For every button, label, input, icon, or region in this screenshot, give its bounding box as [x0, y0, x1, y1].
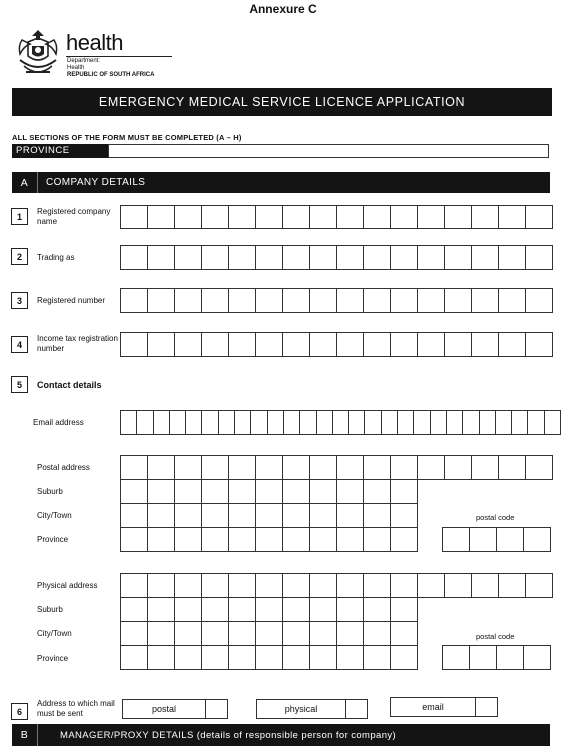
- physical-city-box[interactable]: [228, 621, 256, 646]
- physical-address-label: Physical address: [37, 581, 98, 590]
- physical-suburb-box[interactable]: [174, 597, 202, 622]
- income-tax-box[interactable]: [525, 332, 553, 357]
- physical-suburb-box[interactable]: [147, 597, 175, 622]
- registered-number-box[interactable]: [417, 288, 445, 313]
- company-name-box[interactable]: [309, 205, 337, 229]
- mail-option-email[interactable]: [390, 697, 498, 717]
- physical-province-box[interactable]: [363, 645, 391, 670]
- field-5-label: Contact details: [37, 380, 102, 390]
- postal-city-box[interactable]: [174, 503, 202, 528]
- postal-province-box[interactable]: [309, 527, 337, 552]
- physical-address-box[interactable]: [417, 573, 445, 598]
- postal-address-box[interactable]: [525, 455, 553, 480]
- registered-number-box[interactable]: [255, 288, 283, 313]
- physical-address-box[interactable]: [336, 573, 364, 598]
- postal-address-box[interactable]: [471, 455, 499, 480]
- physical-city-box[interactable]: [363, 621, 391, 646]
- email-box[interactable]: [381, 410, 398, 435]
- physical-city-box[interactable]: [174, 621, 202, 646]
- trading-as-box[interactable]: [174, 245, 202, 270]
- section-a-letter: A: [12, 172, 38, 193]
- registered-number-box[interactable]: [390, 288, 418, 313]
- registered-number-boxes[interactable]: [120, 288, 553, 313]
- physical-code-box[interactable]: [442, 645, 470, 670]
- postal-address-box[interactable]: [390, 455, 418, 480]
- registered-number-box[interactable]: [309, 288, 337, 313]
- postal-province-boxes[interactable]: [120, 527, 418, 552]
- company-name-box[interactable]: [417, 205, 445, 229]
- postal-province-box[interactable]: [147, 527, 175, 552]
- postal-address-box[interactable]: [498, 455, 526, 480]
- registered-number-box[interactable]: [174, 288, 202, 313]
- postal-address-box[interactable]: [147, 455, 175, 480]
- trading-as-box[interactable]: [282, 245, 310, 270]
- physical-address-box[interactable]: [363, 573, 391, 598]
- postal-city-box[interactable]: [201, 503, 229, 528]
- field-1-number: 1: [11, 208, 28, 225]
- physical-city-label: City/Town: [37, 629, 72, 638]
- section-a-title: COMPANY DETAILS: [46, 177, 146, 188]
- postal-address-box[interactable]: [309, 455, 337, 480]
- email-box[interactable]: [495, 410, 512, 435]
- mail-option-postal-checkbox[interactable]: [205, 700, 227, 718]
- company-name-box[interactable]: [174, 205, 202, 229]
- postal-city-box[interactable]: [309, 503, 337, 528]
- postal-address-box[interactable]: [363, 455, 391, 480]
- income-tax-box[interactable]: [390, 332, 418, 357]
- email-boxes[interactable]: [120, 410, 561, 435]
- income-tax-box[interactable]: [444, 332, 472, 357]
- field-2-label: Trading as: [37, 253, 75, 262]
- mail-option-email-checkbox[interactable]: [475, 698, 497, 716]
- postal-suburb-box[interactable]: [282, 479, 310, 504]
- postal-province-label: Province: [37, 535, 69, 544]
- physical-suburb-box[interactable]: [363, 597, 391, 622]
- company-name-box[interactable]: [120, 205, 148, 229]
- physical-province-box[interactable]: [390, 645, 418, 670]
- registered-number-box[interactable]: [201, 288, 229, 313]
- trading-as-box[interactable]: [525, 245, 553, 270]
- registered-number-box[interactable]: [282, 288, 310, 313]
- postal-province-box[interactable]: [363, 527, 391, 552]
- income-tax-box[interactable]: [120, 332, 148, 357]
- physical-province-box[interactable]: [282, 645, 310, 670]
- physical-city-boxes[interactable]: [120, 621, 418, 646]
- physical-suburb-box[interactable]: [309, 597, 337, 622]
- income-tax-box[interactable]: [228, 332, 256, 357]
- income-tax-box[interactable]: [147, 332, 175, 357]
- postal-code-box[interactable]: [442, 527, 470, 552]
- postal-city-box[interactable]: [336, 503, 364, 528]
- email-box[interactable]: [136, 410, 153, 435]
- trading-as-box[interactable]: [336, 245, 364, 270]
- trading-as-box[interactable]: [201, 245, 229, 270]
- physical-province-box[interactable]: [147, 645, 175, 670]
- physical-suburb-box[interactable]: [228, 597, 256, 622]
- mail-option-physical-label: physical: [284, 704, 318, 714]
- physical-address-box[interactable]: [525, 573, 553, 598]
- postal-province-box[interactable]: [336, 527, 364, 552]
- postal-suburb-box[interactable]: [336, 479, 364, 504]
- postal-city-box[interactable]: [282, 503, 310, 528]
- postal-suburb-box[interactable]: [228, 479, 256, 504]
- email-box[interactable]: [250, 410, 267, 435]
- postal-suburb-box[interactable]: [174, 479, 202, 504]
- postal-province-box[interactable]: [255, 527, 283, 552]
- physical-address-box[interactable]: [309, 573, 337, 598]
- postal-suburb-box[interactable]: [120, 479, 148, 504]
- email-box[interactable]: [120, 410, 137, 435]
- registered-number-box[interactable]: [363, 288, 391, 313]
- postal-province-box[interactable]: [282, 527, 310, 552]
- company-name-box[interactable]: [444, 205, 472, 229]
- company-name-box[interactable]: [390, 205, 418, 229]
- email-box[interactable]: [479, 410, 496, 435]
- postal-city-box[interactable]: [255, 503, 283, 528]
- email-box[interactable]: [153, 410, 170, 435]
- field-6-number: 6: [11, 703, 28, 720]
- company-name-box[interactable]: [228, 205, 256, 229]
- field-3-number: 3: [11, 292, 28, 309]
- mail-option-physical[interactable]: [256, 699, 368, 719]
- income-tax-box[interactable]: [471, 332, 499, 357]
- annex-title: Annexure C: [249, 2, 317, 16]
- section-b-letter: B: [12, 724, 38, 746]
- company-name-box[interactable]: [336, 205, 364, 229]
- department-text: [67, 58, 154, 79]
- postal-address-box[interactable]: [282, 455, 310, 480]
- field-2-number: 2: [11, 248, 28, 265]
- income-tax-box[interactable]: [255, 332, 283, 357]
- postal-code-box[interactable]: [523, 527, 551, 552]
- registered-number-box[interactable]: [525, 288, 553, 313]
- income-tax-boxes[interactable]: [120, 332, 553, 357]
- physical-address-boxes[interactable]: [120, 573, 553, 598]
- department-line-1: Department:: [67, 58, 101, 64]
- section-b-header: [12, 724, 550, 746]
- postal-address-box[interactable]: [417, 455, 445, 480]
- instructions-text: ALL SECTIONS OF THE FORM MUST BE COMPLETED (A – H): [12, 133, 242, 142]
- email-box[interactable]: [316, 410, 333, 435]
- postal-code-box[interactable]: [469, 527, 497, 552]
- field-4-number: 4: [11, 336, 28, 353]
- mail-option-email-label: email: [422, 702, 444, 712]
- company-name-box[interactable]: [471, 205, 499, 229]
- postal-city-label: City/Town: [37, 511, 72, 520]
- postal-address-box[interactable]: [336, 455, 364, 480]
- trading-as-box[interactable]: [363, 245, 391, 270]
- postal-city-box[interactable]: [363, 503, 391, 528]
- section-a-header: [12, 172, 550, 193]
- department-line-2: Health: [67, 65, 85, 71]
- registered-number-box[interactable]: [471, 288, 499, 313]
- field-6-label: Address to which mail must be sent: [37, 699, 115, 718]
- physical-address-box[interactable]: [174, 573, 202, 598]
- registered-number-box[interactable]: [498, 288, 526, 313]
- postal-suburb-box[interactable]: [363, 479, 391, 504]
- postal-city-boxes[interactable]: [120, 503, 418, 528]
- physical-code-box[interactable]: [469, 645, 497, 670]
- company-name-box[interactable]: [255, 205, 283, 229]
- trading-as-box[interactable]: [120, 245, 148, 270]
- physical-province-label: Province: [37, 654, 69, 663]
- postal-city-box[interactable]: [147, 503, 175, 528]
- coat-of-arms-icon: [14, 26, 62, 82]
- postal-suburb-box[interactable]: [390, 479, 418, 504]
- email-box[interactable]: [234, 410, 251, 435]
- physical-address-box[interactable]: [444, 573, 472, 598]
- physical-address-box[interactable]: [471, 573, 499, 598]
- email-box[interactable]: [348, 410, 365, 435]
- company-name-box[interactable]: [201, 205, 229, 229]
- income-tax-box[interactable]: [201, 332, 229, 357]
- postal-province-box[interactable]: [228, 527, 256, 552]
- company-name-box[interactable]: [525, 205, 553, 229]
- physical-address-box[interactable]: [498, 573, 526, 598]
- trading-as-box[interactable]: [309, 245, 337, 270]
- physical-province-box[interactable]: [336, 645, 364, 670]
- income-tax-box[interactable]: [174, 332, 202, 357]
- trading-as-box[interactable]: [228, 245, 256, 270]
- postal-address-box[interactable]: [255, 455, 283, 480]
- physical-address-box[interactable]: [147, 573, 175, 598]
- physical-suburb-box[interactable]: [201, 597, 229, 622]
- email-box[interactable]: [185, 410, 202, 435]
- physical-suburb-label: Suburb: [37, 605, 63, 614]
- province-input[interactable]: [108, 144, 549, 158]
- email-box[interactable]: [218, 410, 235, 435]
- company-name-boxes[interactable]: [120, 205, 553, 229]
- company-name-box[interactable]: [282, 205, 310, 229]
- income-tax-box[interactable]: [282, 332, 310, 357]
- physical-suburb-box[interactable]: [120, 597, 148, 622]
- email-box[interactable]: [201, 410, 218, 435]
- logo-wordmark: health: [66, 30, 123, 55]
- form-title-bar: [12, 88, 552, 116]
- email-box[interactable]: [332, 410, 349, 435]
- email-box[interactable]: [527, 410, 544, 435]
- province-label: PROVINCE: [12, 144, 108, 158]
- physical-suburb-boxes[interactable]: [120, 597, 418, 622]
- physical-city-box[interactable]: [120, 621, 148, 646]
- postal-suburb-box[interactable]: [309, 479, 337, 504]
- postal-suburb-boxes[interactable]: [120, 479, 418, 504]
- physical-province-box[interactable]: [120, 645, 148, 670]
- postal-province-box[interactable]: [120, 527, 148, 552]
- postal-suburb-box[interactable]: [147, 479, 175, 504]
- postal-address-label: Postal address: [37, 463, 90, 472]
- postal-suburb-label: Suburb: [37, 487, 63, 496]
- postal-province-box[interactable]: [390, 527, 418, 552]
- email-label: Email address: [33, 418, 84, 427]
- mail-option-physical-checkbox[interactable]: [345, 700, 367, 718]
- trading-as-box[interactable]: [471, 245, 499, 270]
- company-name-box[interactable]: [363, 205, 391, 229]
- postal-code-label-1: postal code: [476, 513, 515, 522]
- postal-province-box[interactable]: [174, 527, 202, 552]
- physical-city-box[interactable]: [309, 621, 337, 646]
- email-box[interactable]: [511, 410, 528, 435]
- income-tax-box[interactable]: [363, 332, 391, 357]
- physical-city-box[interactable]: [255, 621, 283, 646]
- department-line-3: REPUBLIC OF SOUTH AFRICA: [67, 72, 155, 78]
- registered-number-box[interactable]: [444, 288, 472, 313]
- email-box[interactable]: [446, 410, 463, 435]
- physical-address-box[interactable]: [228, 573, 256, 598]
- postal-city-box[interactable]: [120, 503, 148, 528]
- physical-address-box[interactable]: [390, 573, 418, 598]
- postal-address-boxes[interactable]: [120, 455, 553, 480]
- physical-code-box[interactable]: [496, 645, 524, 670]
- physical-city-box[interactable]: [147, 621, 175, 646]
- registered-number-box[interactable]: [120, 288, 148, 313]
- physical-suburb-box[interactable]: [255, 597, 283, 622]
- email-box[interactable]: [544, 410, 561, 435]
- email-box[interactable]: [283, 410, 300, 435]
- field-3-label: Registered number: [37, 296, 106, 305]
- physical-code-box[interactable]: [523, 645, 551, 670]
- trading-as-box[interactable]: [147, 245, 175, 270]
- email-box[interactable]: [430, 410, 447, 435]
- email-box[interactable]: [364, 410, 381, 435]
- physical-address-box[interactable]: [201, 573, 229, 598]
- income-tax-box[interactable]: [417, 332, 445, 357]
- income-tax-box[interactable]: [336, 332, 364, 357]
- physical-suburb-box[interactable]: [336, 597, 364, 622]
- email-box[interactable]: [397, 410, 414, 435]
- physical-city-box[interactable]: [336, 621, 364, 646]
- physical-province-box[interactable]: [309, 645, 337, 670]
- email-box[interactable]: [299, 410, 316, 435]
- email-box[interactable]: [413, 410, 430, 435]
- section-b-title: MANAGER/PROXY DETAILS (details of responsible person for company): [60, 729, 397, 741]
- trading-as-box[interactable]: [417, 245, 445, 270]
- field-5-number: 5: [11, 376, 28, 393]
- postal-address-box[interactable]: [201, 455, 229, 480]
- postal-city-box[interactable]: [228, 503, 256, 528]
- postal-code-boxes[interactable]: [442, 527, 551, 552]
- registered-number-box[interactable]: [147, 288, 175, 313]
- physical-province-boxes[interactable]: [120, 645, 418, 670]
- logo-divider: [66, 56, 172, 57]
- physical-city-box[interactable]: [201, 621, 229, 646]
- form-title: EMERGENCY MEDICAL SERVICE LICENCE APPLICATION: [98, 95, 466, 109]
- physical-code-boxes[interactable]: [442, 645, 551, 670]
- field-4-label: Income tax registration number: [37, 334, 118, 353]
- postal-suburb-box[interactable]: [201, 479, 229, 504]
- postal-suburb-box[interactable]: [255, 479, 283, 504]
- mail-option-postal[interactable]: [122, 699, 228, 719]
- registered-number-box[interactable]: [228, 288, 256, 313]
- physical-suburb-box[interactable]: [390, 597, 418, 622]
- mail-option-postal-label: postal: [151, 704, 177, 714]
- physical-province-box[interactable]: [174, 645, 202, 670]
- postal-address-box[interactable]: [228, 455, 256, 480]
- physical-address-box[interactable]: [255, 573, 283, 598]
- income-tax-box[interactable]: [498, 332, 526, 357]
- registered-number-box[interactable]: [336, 288, 364, 313]
- physical-city-box[interactable]: [282, 621, 310, 646]
- email-box[interactable]: [462, 410, 479, 435]
- physical-province-box[interactable]: [255, 645, 283, 670]
- trading-as-box[interactable]: [255, 245, 283, 270]
- physical-address-box[interactable]: [120, 573, 148, 598]
- trading-as-box[interactable]: [390, 245, 418, 270]
- physical-address-box[interactable]: [282, 573, 310, 598]
- field-1-label: Registered company name: [37, 207, 111, 226]
- postal-address-box[interactable]: [120, 455, 148, 480]
- physical-province-box[interactable]: [201, 645, 229, 670]
- trading-as-box[interactable]: [444, 245, 472, 270]
- postal-address-box[interactable]: [444, 455, 472, 480]
- email-box[interactable]: [267, 410, 284, 435]
- postal-code-box[interactable]: [496, 527, 524, 552]
- physical-suburb-box[interactable]: [282, 597, 310, 622]
- postal-province-box[interactable]: [201, 527, 229, 552]
- income-tax-box[interactable]: [309, 332, 337, 357]
- trading-as-boxes[interactable]: [120, 245, 553, 270]
- postal-address-box[interactable]: [174, 455, 202, 480]
- physical-province-box[interactable]: [228, 645, 256, 670]
- postal-code-label-2: postal code: [476, 632, 515, 641]
- postal-city-box[interactable]: [390, 503, 418, 528]
- physical-city-box[interactable]: [390, 621, 418, 646]
- company-name-box[interactable]: [498, 205, 526, 229]
- email-box[interactable]: [169, 410, 186, 435]
- company-name-box[interactable]: [147, 205, 175, 229]
- trading-as-box[interactable]: [498, 245, 526, 270]
